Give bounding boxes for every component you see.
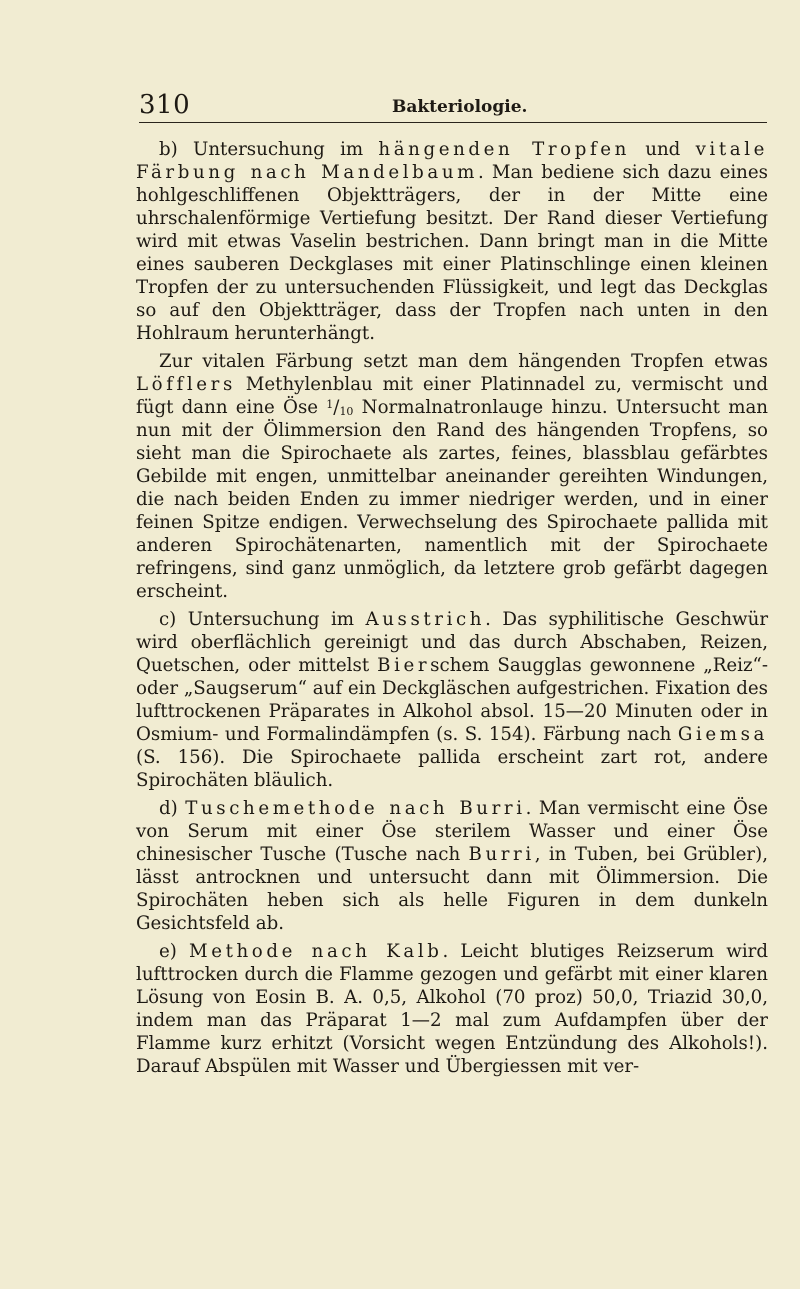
fraction-numerator: 1 [326, 398, 334, 411]
text-run: schem Saugglas gewonnene „Reiz“- oder „Saugserum“ auf ein Deckgläschen aufgestrichen. Fixation des lufttrockenen Präparates in Alkohol absol. 15—20 Minuten oder in Osmium- und Formalindämpfen (s. S. 154). Färbung nach [136, 655, 768, 745]
text-run: c) Untersuchung im [159, 609, 366, 630]
text-run: (S. 156). Die Spirochaete pallida erscheint zart rot, andere Spirochäten bläulich. [136, 747, 768, 791]
running-head: Bakteriologie. [392, 97, 528, 117]
spaced-emphasis: Burri [468, 844, 535, 865]
text-run: . Das syphilitische Geschwür wird oberflächlich gereinigt und das durch Abschaben, Reizen, Quetschen, oder mittelst [136, 609, 769, 676]
spaced-emphasis: Giemsa [677, 724, 768, 745]
text-run: d) [159, 798, 186, 819]
text-run: Normalnatronlauge hinzu. Untersucht man nun mit der Ölimmersion den Rand des hängenden Tropfens, so sieht man die Spirochaete als zartes, feines, blassblau gefärbtes Gebilde mit engen, unmittelbar aneinander gereihten Windungen, die nach beiden Enden zu immer niedriger werden, und in einer feinen Spitze endigen. Verwechselung des Spirochaete pallida mit anderen Spirochätenarten, namentlich mit der Spirochaete refringens, sind ganz unmöglich, da letztere grob gefärbt dagegen erscheint. [136, 397, 769, 602]
text-run: . Man bediene sich dazu eines hohlgeschliffenen Objektträgers, der in der Mitte eine uhrschalenförmige Vertiefung besitzt. Der Rand dieser Vertiefung wird mit etwas Vaselin bestrichen. Dann bringt man in die Mitte eines sauberen Deckglases mit einer Platinschlinge einen kleinen Tropfen der zu untersuchenden Flüssigkeit, und legt das Deckglas so auf den Objektträger, dass der Tropfen nach unten in den Hohlraum herunterhängt. [136, 162, 768, 344]
fraction-denominator: 10 [339, 405, 354, 418]
spaced-emphasis: Methode nach Kalb [188, 941, 443, 962]
paragraph-vitale-faerbung [136, 350, 768, 603]
spaced-emphasis: Ausstrich [365, 609, 486, 630]
text-run: , in Tuben, bei Grübler), lässt antrocknen und untersucht dann mit Ölimmersion. Die Spirochäten heben sich als helle Figuren in dem dunkeln Gesichtsfeld ab. [136, 844, 768, 934]
text-run: . Man vermischt eine Öse von Serum mit einer Öse sterilem Wasser und einer Öse chinesischer Tusche (Tusche nach [136, 798, 768, 865]
header-rule [139, 122, 767, 123]
paragraph-b-haengender-tropfen [136, 138, 768, 345]
text-run: Zur vitalen Färbung setzt man dem hängenden Tropfen etwas [159, 351, 768, 372]
spaced-emphasis: hängenden Tropfen [378, 139, 630, 160]
spaced-emphasis: vitale Färbung nach Mandelbaum [136, 139, 768, 183]
text-run: und [629, 139, 696, 160]
spaced-emphasis: Löfflers [136, 374, 236, 395]
text-run: e) [159, 941, 189, 962]
text-run: Methylenblau mit einer Platinnadel zu, vermischt und fügt dann eine Öse [136, 374, 768, 418]
fraction: $^1/_{10}$ [326, 397, 354, 418]
paragraph-c-ausstrich [136, 608, 768, 792]
spaced-emphasis: Tuschemethode nach Burri [185, 798, 526, 819]
paragraph-d-tuschemethode [136, 797, 768, 935]
body-text [136, 138, 768, 1083]
text-run: . Leicht blutiges Reizserum wird lufttrocken durch die Flamme gezogen und gefärbt mit einer klaren Lösung von Eosin B. A. 0,5, Alkohol (70 proz) 50,0, Triazid 30,0, indem man das Präparat 1—2 mal zum Aufdampfen über der Flamme kurz erhitzt (Vorsicht wegen Entzündung des Alkohols!). Darauf Abspülen mit Wasser und Übergiessen mit ver- [136, 941, 769, 1077]
paragraph-e-methode-kalb [136, 940, 768, 1078]
spaced-emphasis: Bier [377, 655, 431, 676]
page-header [139, 90, 767, 122]
text-run: b) Untersuchung im [159, 139, 379, 160]
page-number: 310 [139, 90, 191, 120]
